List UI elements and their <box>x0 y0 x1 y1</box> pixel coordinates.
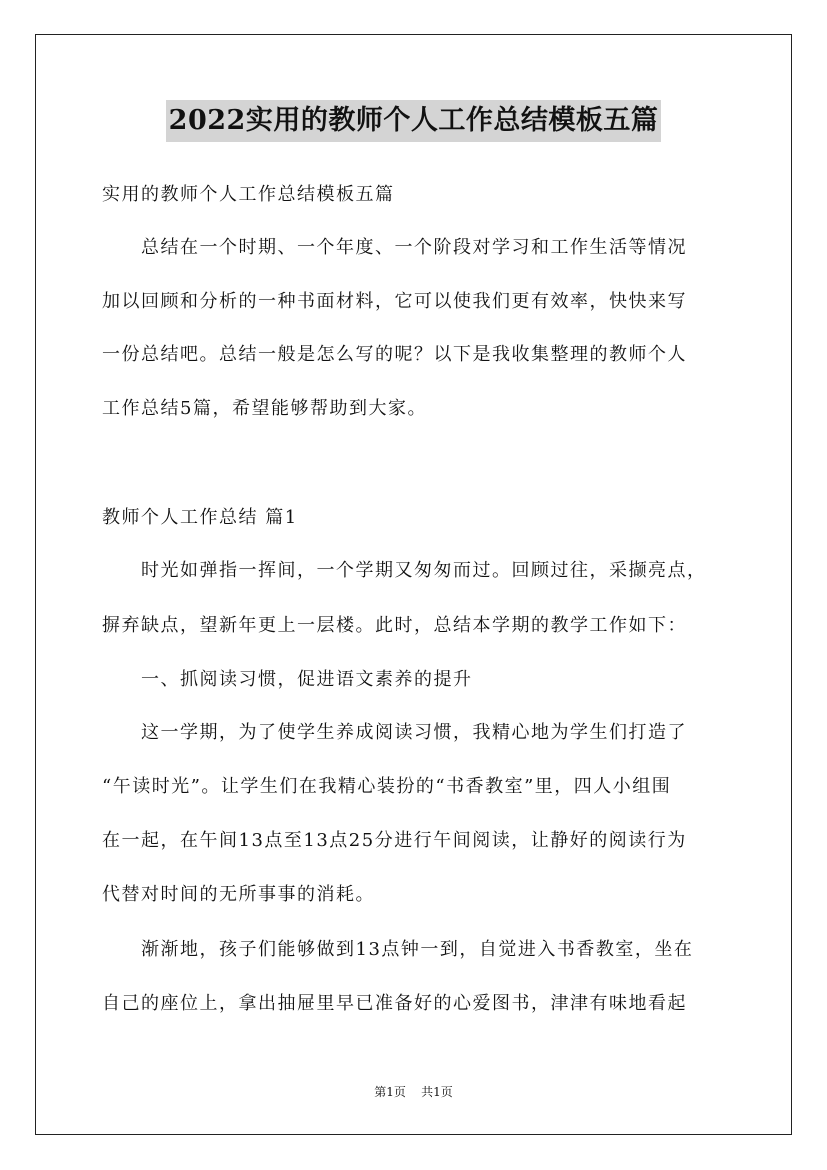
body-line: 自己的座位上，拿出抽屉里早已准备好的心爱图书，津津有味地看起 <box>102 993 687 1014</box>
body-line: 代替对时间的无所事事的消耗。 <box>102 884 375 905</box>
intro-line: 工作总结5篇，希望能够帮助到大家。 <box>102 398 427 419</box>
body-line: 在一起，在午间13点至13点25分进行午间阅读，让静好的阅读行为 <box>102 830 687 851</box>
body-line: 摒弃缺点，望新年更上一层楼。此时，总结本学期的教学工作如下： <box>102 615 687 636</box>
document-title: 2022实用的教师个人工作总结模板五篇 <box>166 100 662 142</box>
page-total: 共1页 <box>421 1085 453 1099</box>
subsection-heading: 一、抓阅读习惯，促进语文素养的提升 <box>141 669 473 690</box>
section-heading: 教师个人工作总结 篇1 <box>102 507 298 528</box>
body-line: 渐渐地，孩子们能够做到13点钟一到，自觉进入书香教室，坐在 <box>141 939 694 960</box>
page-number: 第1页 <box>374 1085 406 1099</box>
intro-line: 加以回顾和分析的一种书面材料，它可以使我们更有效率，快快来写 <box>102 291 687 312</box>
page-footer <box>0 1084 827 1100</box>
intro-line: 总结在一个时期、一个年度、一个阶段对学习和工作生活等情况 <box>141 237 687 258</box>
body-line: 这一学期，为了使学生养成阅读习惯，我精心地为学生们打造了 <box>141 722 687 743</box>
document-title-block <box>0 100 827 142</box>
document-subtitle: 实用的教师个人工作总结模板五篇 <box>102 184 395 205</box>
body-line: 时光如弹指一挥间，一个学期又匆匆而过。回顾过往，采撷亮点， <box>141 560 707 581</box>
intro-line: 一份总结吧。总结一般是怎么写的呢？以下是我收集整理的教师个人 <box>102 344 687 365</box>
body-line: “午读时光”。让学生们在我精心装扮的“书香教室”里，四人小组围 <box>102 776 672 797</box>
